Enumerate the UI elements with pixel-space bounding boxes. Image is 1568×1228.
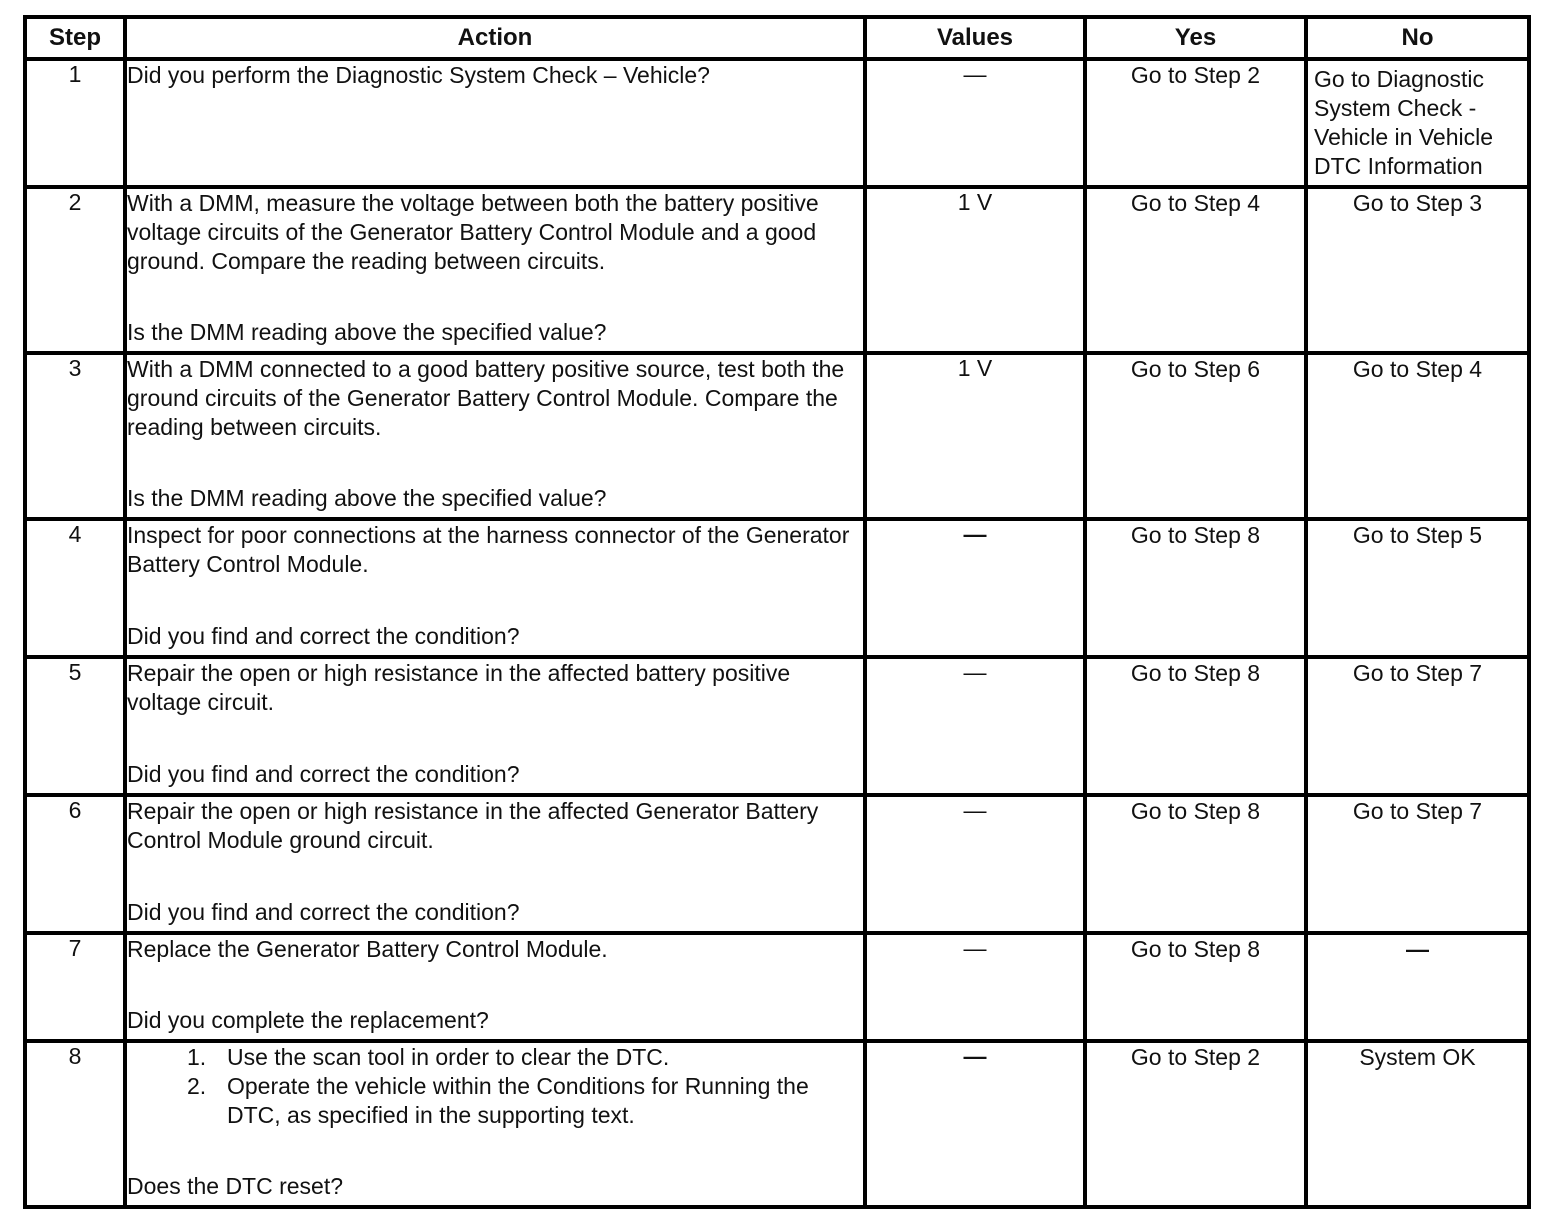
action-question: Does the DTC reset? xyxy=(127,1173,344,1199)
value-cell: — xyxy=(865,59,1085,187)
value-cell: — xyxy=(865,657,1085,795)
no-cell: Go to Step 5 xyxy=(1306,519,1529,657)
header-row xyxy=(25,17,1529,59)
table-row xyxy=(25,187,1529,353)
action-question: Did you find and correct the condition? xyxy=(127,623,520,649)
action-cell xyxy=(125,59,865,187)
yes-cell: Go to Step 8 xyxy=(1085,519,1306,657)
action-text: With a DMM connected to a good battery positive source, test both the ground circuits of the Generator Battery Control Module. Compare the reading between circuits. xyxy=(127,356,845,440)
step-number: 5 xyxy=(25,657,125,795)
list-item-text: Operate the vehicle within the Conditions for Running the DTC, as specified in the supporting text. xyxy=(227,1073,809,1128)
list-item xyxy=(187,1043,863,1072)
list-item-number: 1. xyxy=(187,1044,207,1070)
no-cell: Go to Step 7 xyxy=(1306,657,1529,795)
yes-cell: Go to Step 2 xyxy=(1085,59,1306,187)
diagnostic-table xyxy=(23,15,1531,1209)
list-item-number: 2. xyxy=(187,1073,207,1099)
yes-cell: Go to Step 6 xyxy=(1085,353,1306,519)
action-question: Did you find and correct the condition? xyxy=(127,761,520,787)
action-cell xyxy=(125,1041,865,1207)
yes-cell: Go to Step 4 xyxy=(1085,187,1306,353)
step-number: 6 xyxy=(25,795,125,933)
value-cell: — xyxy=(865,933,1085,1041)
action-text: Did you perform the Diagnostic System Check – Vehicle? xyxy=(127,62,710,88)
header-values: Values xyxy=(865,17,1085,59)
step-number: 8 xyxy=(25,1041,125,1207)
list-item-text: Use the scan tool in order to clear the DTC. xyxy=(227,1044,670,1070)
no-cell: Go to Step 7 xyxy=(1306,795,1529,933)
yes-cell: Go to Step 8 xyxy=(1085,657,1306,795)
action-text: Repair the open or high resistance in the affected battery positive voltage circuit. xyxy=(127,660,791,715)
action-cell xyxy=(125,519,865,657)
action-cell xyxy=(125,657,865,795)
action-question: Is the DMM reading above the specified value? xyxy=(127,485,607,511)
action-cell xyxy=(125,795,865,933)
no-cell: Go to Step 3 xyxy=(1306,187,1529,353)
action-question: Is the DMM reading above the specified value? xyxy=(127,319,607,345)
action-question: Did you find and correct the condition? xyxy=(127,899,520,925)
no-cell: — xyxy=(1306,933,1529,1041)
value-cell: — xyxy=(865,1041,1085,1207)
list-item xyxy=(187,1072,863,1130)
table-row xyxy=(25,519,1529,657)
no-cell: Go to Diagnostic System Check - Vehicle in Vehicle DTC Information xyxy=(1306,59,1529,187)
action-question: Did you complete the replacement? xyxy=(127,1007,489,1033)
action-text: Inspect for poor connections at the harness connector of the Generator Battery Control Module. xyxy=(127,522,850,577)
action-cell xyxy=(125,187,865,353)
step-number: 4 xyxy=(25,519,125,657)
yes-cell: Go to Step 8 xyxy=(1085,933,1306,1041)
action-text: With a DMM, measure the voltage between both the battery positive voltage circuits of the Generator Battery Control Module and a good ground. Compare the reading between circuits. xyxy=(127,190,819,274)
no-cell: System OK xyxy=(1306,1041,1529,1207)
table-row xyxy=(25,657,1529,795)
table-row xyxy=(25,1041,1529,1207)
value-cell: 1 V xyxy=(865,353,1085,519)
action-cell xyxy=(125,353,865,519)
header-no: No xyxy=(1306,17,1529,59)
action-text: Repair the open or high resistance in the affected Generator Battery Control Module ground circuit. xyxy=(127,798,819,853)
no-cell: Go to Step 4 xyxy=(1306,353,1529,519)
yes-cell: Go to Step 2 xyxy=(1085,1041,1306,1207)
value-cell: 1 V xyxy=(865,187,1085,353)
value-cell: — xyxy=(865,795,1085,933)
header-step: Step xyxy=(25,17,125,59)
yes-cell: Go to Step 8 xyxy=(1085,795,1306,933)
action-text: Replace the Generator Battery Control Module. xyxy=(127,936,608,962)
action-cell xyxy=(125,933,865,1041)
table-row xyxy=(25,795,1529,933)
header-yes: Yes xyxy=(1085,17,1306,59)
table-row xyxy=(25,933,1529,1041)
step-number: 3 xyxy=(25,353,125,519)
header-action: Action xyxy=(125,17,865,59)
action-step-list xyxy=(127,1043,863,1130)
table-row xyxy=(25,353,1529,519)
table-row xyxy=(25,59,1529,187)
step-number: 7 xyxy=(25,933,125,1041)
step-number: 2 xyxy=(25,187,125,353)
value-cell: — xyxy=(865,519,1085,657)
step-number: 1 xyxy=(25,59,125,187)
